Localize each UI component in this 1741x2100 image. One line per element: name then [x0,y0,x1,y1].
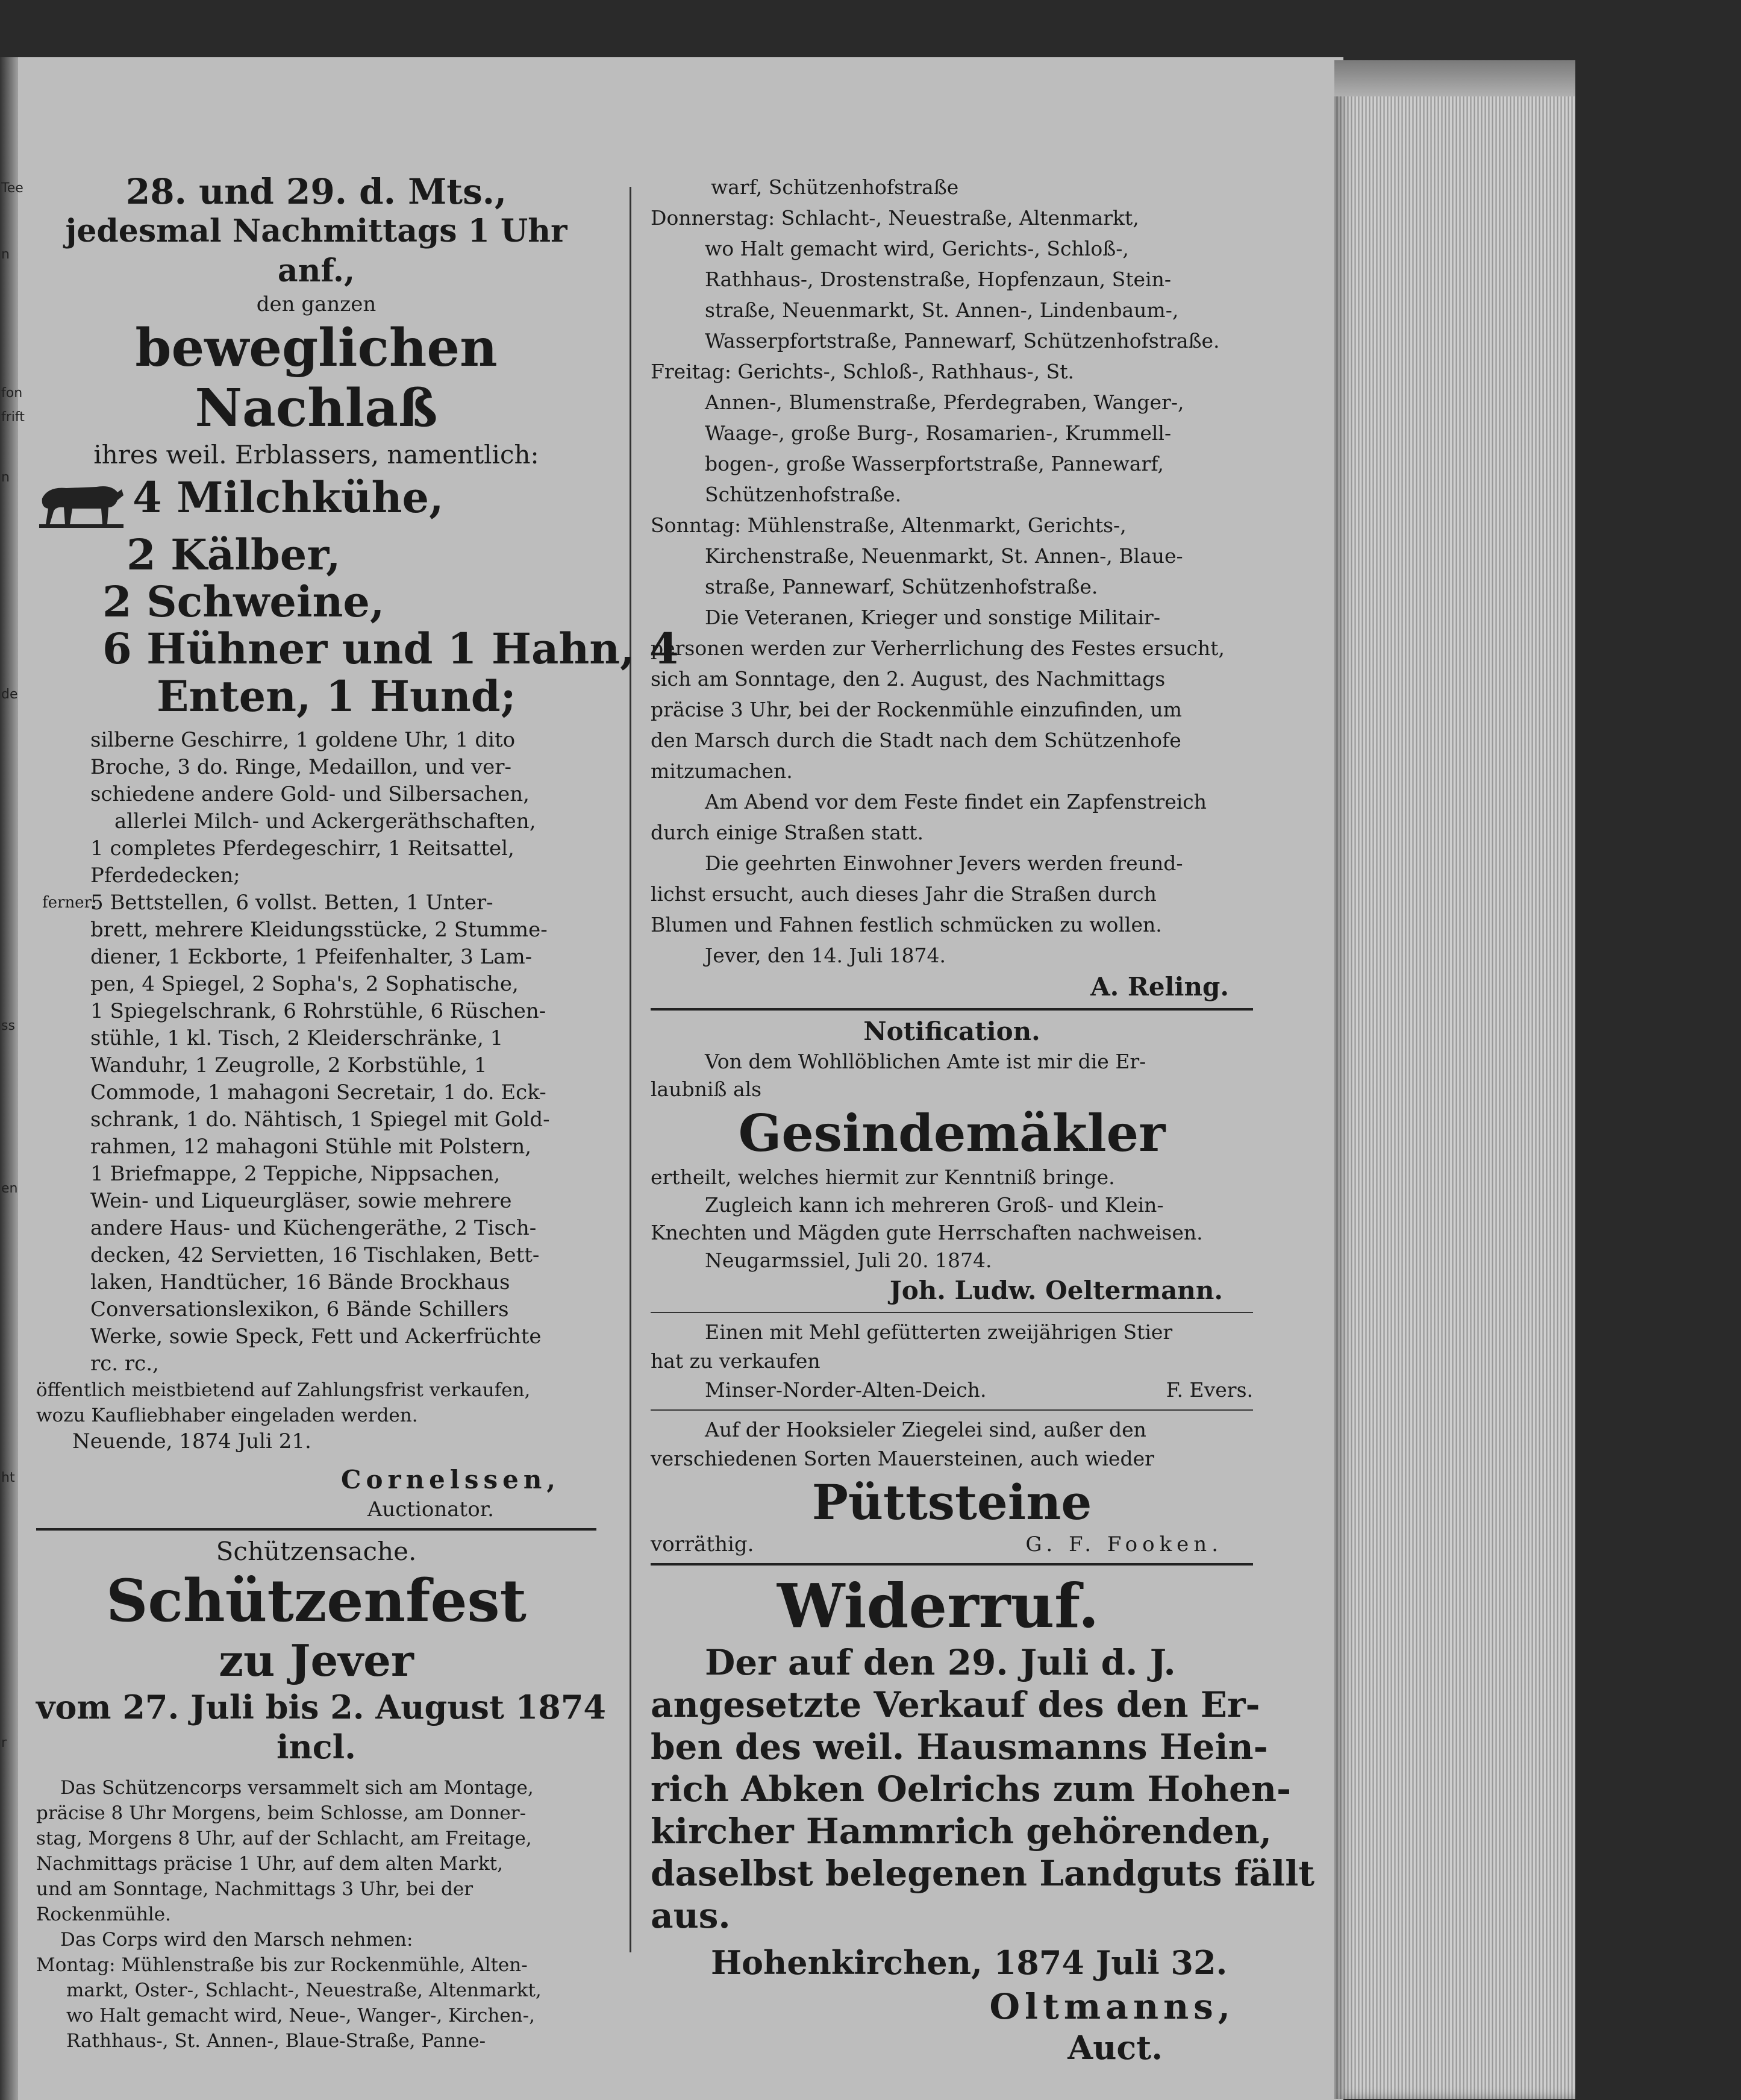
auction-signer-title: Auctionator. [367,1497,494,1522]
widerruf-line: aus. [651,1895,731,1936]
auction-title: beweglichen Nachlaß [135,318,498,439]
route-line: Kirchenstraße, Neuenmarkt, St. Annen-, Blaue- [705,544,1183,568]
ferner-line: Wanduhr, 1 Zeugrolle, 2 Korbstühle, 1 [90,1053,487,1077]
item-line: 1 completes Pferdegeschirr, 1 Reitsattel, [90,836,514,860]
widerruf-line: ben des weil. Hausmanns Hein- [651,1726,1268,1767]
route-line: mitzumachen. [651,759,793,783]
auction-pre-title: den ganzen [256,292,377,316]
notification-header: Notification. [863,1017,1040,1046]
schuetzen-place: zu Jever [219,1635,414,1686]
schuetzen-line: markt, Oster-, Schlacht-, Neuestraße, Altenmarkt, [66,1979,542,2001]
auction-subtitle: ihres weil. Erblassers, namentlich: [93,440,539,469]
book-fore-edge [1334,60,1575,2099]
schuetzen-para [36,1775,596,2054]
notification-body [651,1164,1253,1274]
stier-line: Einen mit Mehl gefütterten zweijährigen Stier [705,1320,1173,1344]
ferner-line: 1 Spiegelschrank, 6 Rohrstühle, 6 Rüschen- [90,999,546,1023]
schuetzen-line: präcise 8 Uhr Morgens, beim Schlosse, am Donner- [36,1802,527,1824]
ziegelei-footer [651,1531,1253,1558]
route-line: bogen-, große Wasserpfortstraße, Pannewarf, [705,452,1164,475]
margin-fragment: de [1,687,18,702]
widerruf-line: daselbst belegenen Landguts fällt [651,1853,1315,1894]
route-line: straße, Pannewarf, Schützenhofstraße. [705,575,1098,598]
route-line: Die geehrten Einwohner Jevers werden freund- [705,851,1183,875]
ferner-block [36,889,596,1378]
schuetzen-title: Schützenfest [106,1567,527,1635]
schuetzen-line: und am Sonntage, Nachmittags 3 Uhr, bei der [36,1878,474,1900]
stier-footer [651,1376,1253,1405]
route-line: Freitag: Gerichts-, Schloß-, Rathhaus-, St. [651,360,1075,383]
ferner-line: 1 Briefmappe, 2 Teppiche, Nippsachen, [90,1162,501,1186]
ferner-line: rahmen, 12 mahagoni Stühle mit Polstern, [90,1135,532,1159]
ferner-line: stühle, 1 kl. Tisch, 2 Kleiderschränke, 1 [90,1026,504,1050]
ziegelei-avail: vorräthig. [651,1532,754,1556]
closing-line: öffentlich meistbietend auf Zahlungsfrist verkaufen, [36,1379,531,1401]
route-line: Rathhaus-, Drostenstraße, Hopfenzaun, Stein- [705,268,1171,291]
route-line: Wasserpfortstraße, Pannewarf, Schützenhofstraße. [705,329,1220,353]
book-top-edge [1334,60,1575,96]
section-divider [651,1409,1253,1411]
auction-signer: Cornelssen, [341,1465,560,1494]
ferner-line: decken, 42 Servietten, 16 Tischlaken, Bett- [90,1243,540,1267]
route-line: Jever, den 14. Juli 1874. [705,944,946,967]
margin-fragment: ss [1,1018,15,1033]
route-line: Donnerstag: Schlacht-, Neuestraße, Altenmarkt, [651,206,1139,230]
ferner-line: Wein- und Liqueurgläser, sowie mehrere [90,1189,512,1213]
closing-line: wozu Kaufliebhaber eingeladen werden. [36,1405,418,1426]
schuetzen-line: Nachmittags präcise 1 Uhr, auf dem alten Markt, [36,1853,503,1875]
route-line: warf, Schützenhofstraße [711,175,959,199]
item-line: Pferdedecken; [90,864,240,888]
route-line: Sonntag: Mühlenstraße, Altenmarkt, Gerichts-, [651,513,1127,537]
route-line: den Marsch durch die Stadt nach dem Schützenhofe [651,729,1181,752]
schuetzen-line: stag, Morgens 8 Uhr, auf der Schlacht, am Freitage, [36,1828,532,1849]
ferner-line: andere Haus- und Küchengeräthe, 2 Tisch- [90,1216,537,1240]
schuetzen-line: Das Schützencorps versammelt sich am Montage, [60,1777,534,1799]
notification-line: Knechten und Mägden gute Herrschaften nachweisen. [651,1221,1203,1244]
ferner-line: schrank, 1 do. Nähtisch, 1 Spiegel mit Gold- [90,1108,550,1132]
ferner-line: laken, Handtücher, 16 Bände Brockhaus [90,1270,510,1294]
section-divider [651,1008,1253,1011]
notification-line: ertheilt, welches hiermit zur Kenntniß bringe. [651,1165,1115,1189]
section-divider [36,1528,596,1531]
reling-signer: A. Reling. [1090,972,1229,1001]
route-line: Annen-, Blumenstraße, Pferdegraben, Wanger-, [705,390,1184,414]
auction-place-date: Neuende, 1874 Juli 21. [72,1429,311,1453]
closing-block [36,1378,596,1428]
schuetzen-header: Schützensache. [216,1537,417,1566]
animal-text: 4 Milchkühe, [133,472,444,522]
ziegelei-line: verschiedenen Sorten Mauersteinen, auch wieder [651,1447,1154,1470]
gesindemaekler-title: Gesindemäkler [738,1103,1166,1163]
notification-line: Zugleich kann ich mehreren Groß- und Klein- [705,1193,1164,1217]
item-line: silberne Geschirre, 1 goldene Uhr, 1 dito [90,728,516,752]
schuetzen-line: Rockenmühle. [36,1904,171,1925]
left-column [36,171,679,2054]
ferner-line: Werke, sowie Speck, Fett und Ackerfrüchte [90,1324,542,1349]
route-line: lichst ersucht, auch dieses Jahr die Straßen durch [651,882,1157,906]
schuetzen-line: wo Halt gemacht wird, Neue-, Wanger-, Kirchen-, [66,2005,535,2026]
margin-fragment: ht [1,1470,15,1485]
route-line: Schützenhofstraße. [705,483,902,506]
route-line: straße, Neuenmarkt, St. Annen-, Lindenbaum-, [705,298,1179,322]
auction-time: jedesmal Nachmittags 1 Uhr anf., [65,213,567,289]
animal-line-2: 2 Kälber, [127,530,341,580]
stier-ad [651,1318,1253,1405]
stier-line: hat zu verkaufen [651,1349,820,1373]
right-column [651,172,1315,2067]
margin-fragment: r [1,1735,7,1751]
oeltermann-signer: Joh. Ludw. Oeltermann. [889,1276,1223,1305]
widerruf-title: Widerruf. [777,1570,1099,1641]
items-block [36,727,596,889]
notification-intro [651,1048,1253,1103]
ferner-label: ferner: [42,894,97,912]
animal-line-1 [36,471,596,531]
ferner-line: Conversationslexikon, 6 Bände Schillers [90,1297,509,1321]
column-divider [630,187,631,1952]
margin-fragment: fon [1,386,23,401]
ziegelei-signer: G. F. Fooken. [1025,1532,1223,1556]
margin-fragment: n [1,247,10,262]
schuetzen-line: Rathhaus-, St. Annen-, Blaue-Straße, Panne- [66,2030,486,2052]
auction-date: 28. und 29. d. Mts., [125,171,507,212]
route-line: Am Abend vor dem Feste findet ein Zapfenstreich [705,790,1207,813]
ferner-line: pen, 4 Spiegel, 2 Sopha's, 2 Sophatische, [90,972,519,996]
ferner-line: Commode, 1 mahagoni Secretair, 1 do. Eck- [90,1080,546,1105]
route-line: Blumen und Fahnen festlich schmücken zu wollen. [651,913,1162,936]
schuetzen-incl: incl. [277,1728,356,1766]
margin-fragment: en [1,1181,18,1196]
widerruf-line: rich Abken Oelrichs zum Hohen- [651,1769,1292,1810]
widerruf-place-date: Hohenkirchen, 1874 Juli 32. [711,1943,1228,1982]
stier-signer: F. Evers. [1166,1378,1253,1402]
margin-fragment: frift [1,410,25,425]
notification-line: Neugarmssiel, Juli 20. 1874. [705,1249,992,1272]
margin-fragment: Tee [1,181,23,196]
item-line: allerlei Milch- und Ackergeräthschaften, [114,809,536,833]
animal-line-4: 6 Hühner und 1 Hahn, 4 [102,624,679,674]
widerruf-signer: Oltmanns, [989,1986,1235,2027]
schuetzen-line: Montag: Mühlenstraße bis zur Rockenmühle, Alten- [36,1954,528,1976]
animal-line-3: 2 Schweine, [102,577,385,627]
widerruf-line: kircher Hammrich gehörenden, [651,1811,1272,1852]
route-line: Die Veteranen, Krieger und sonstige Militair- [705,606,1160,629]
ziegelei-line: Auf der Hooksieler Ziegelei sind, außer den [705,1418,1146,1441]
animal-line-5: Enten, 1 Hund; [157,671,516,721]
route-line: durch einige Straßen statt. [651,821,924,844]
widerruf-line: Der auf den 29. Juli d. J. [705,1642,1176,1683]
widerruf-line: angesetzte Verkauf des den Er- [651,1684,1260,1725]
route-line: sich am Sonntage, den 2. August, des Nachmittags [651,667,1166,691]
puettsteine-title: Püttsteine [811,1474,1092,1531]
cow-icon [36,471,127,531]
widerruf-signer-title: Auct. [1067,2028,1163,2067]
route-line: wo Halt gemacht wird, Gerichts-, Schloß-, [705,237,1129,260]
schuetzen-line: Das Corps wird den Marsch nehmen: [60,1929,413,1951]
ferner-line: brett, mehrere Kleidungsstücke, 2 Stumme- [90,918,548,942]
notification-line: laubniß als [651,1077,762,1101]
margin-fragment: n [1,470,10,485]
ziegelei-ad [651,1415,1253,1473]
route-line: Waage-, große Burg-, Rosamarien-, Krummell- [705,421,1172,445]
ferner-line: rc. rc., [90,1352,159,1376]
section-divider [651,1312,1253,1313]
route-block [651,172,1253,971]
ferner-line: 5 Bettstellen, 6 vollst. Betten, 1 Unter- [90,891,493,915]
ferner-line: diener, 1 Eckborte, 1 Pfeifenhalter, 3 Lam- [90,945,533,969]
schuetzen-dates: vom 27. Juli bis 2. August 1874 [36,1688,606,1726]
stier-place: Minser-Norder-Alten-Deich. [705,1378,987,1402]
item-line: Broche, 3 do. Ringe, Medaillon, und ver- [90,755,511,779]
notification-line: Von dem Wohllöblichen Amte ist mir die Er- [705,1050,1146,1073]
route-line: präcise 3 Uhr, bei der Rockenmühle einzufinden, um [651,698,1182,721]
widerruf-body [651,1641,1315,1937]
route-line: personen werden zur Verherrlichung des Festes ersucht, [651,636,1225,660]
section-divider [651,1563,1253,1566]
item-line: schiedene andere Gold- und Silbersachen, [90,782,530,806]
